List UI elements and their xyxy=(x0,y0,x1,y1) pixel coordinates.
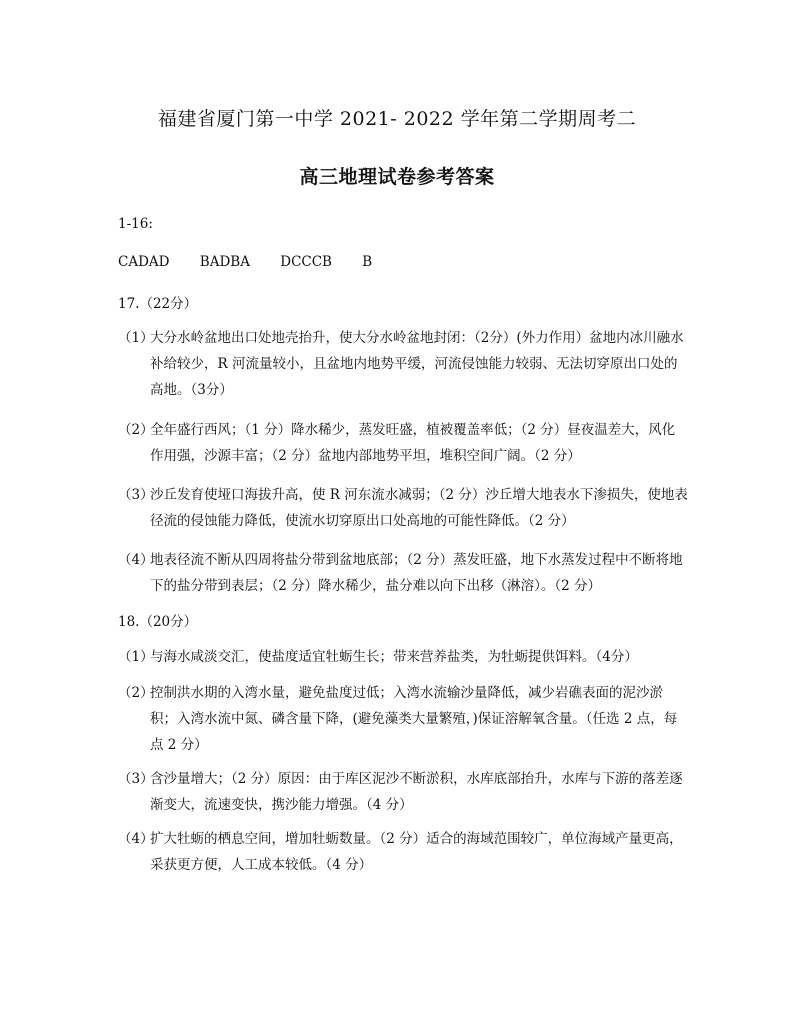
q17-answer-1 xyxy=(118,325,688,403)
item-text: 控制洪水期的入湾水量，避免盐度过低；入湾水流输沙量降低，减少岩礁表面的泥沙淤积；入湾水流中氮、磷含量下降，(避免藻类大量繁殖，)保证溶解氧含量。（任选 2 点，每点 2 分） xyxy=(150,685,678,753)
item-text: 沙丘发育使垭口海拔升高，使 R 河东流水减弱；（2 分）沙丘增大地表水下渗损失，使地表径流的侵蚀能力降低，使流水切穿原出口处高地的可能性降低。（2 分） xyxy=(150,487,688,529)
q18-answer-3 xyxy=(118,766,688,818)
q17-header: 17.（22分） xyxy=(118,296,198,312)
item-text: 地表径流不断从四周将盐分带到盆地底部；（2 分）蒸发旺盛，地下水蒸发过程中不断将地下的盐分带到表层；（2 分）降水稀少，盐分难以向下出移（淋溶）。（2 分） xyxy=(150,552,683,594)
item-number: （3） xyxy=(118,771,154,787)
item-number: （1） xyxy=(118,649,154,665)
document-subtitle: 高三地理试卷参考答案 xyxy=(299,166,495,188)
item-number: （3） xyxy=(118,487,154,503)
item-number: （4） xyxy=(118,552,154,568)
document-title: 福建省厦门第一中学 2021- 2022 学年第二学期周考二 xyxy=(157,108,637,130)
item-number: （2） xyxy=(118,422,154,438)
item-text: 全年盛行西风；（1 分）降水稀少，蒸发旺盛，植被覆盖率低；（2 分）昼夜温差大，风化作用强，沙源丰富；（2 分）盆地内部地势平坦，堆积空间广阔。（2 分） xyxy=(150,422,676,464)
mc-answer-row xyxy=(118,254,398,270)
mc-answer-group: CADAD xyxy=(118,254,170,270)
mc-answer-group: DCCCB xyxy=(280,254,332,270)
q18-answer-4 xyxy=(118,826,688,878)
mc-answer-group: B xyxy=(362,254,373,270)
q18-answer-2 xyxy=(118,680,688,758)
item-text: 扩大牡蛎的栖息空间，增加牡蛎数量。（2 分）适合的海域范围较广，单位海域产量更高，采获更方便，人工成本较低。（4 分） xyxy=(150,831,683,873)
item-number: （1） xyxy=(118,330,154,346)
q18-answer-1 xyxy=(118,644,688,670)
mc-answer-group: BADBA xyxy=(199,254,250,270)
item-text: 与海水咸淡交汇，使盐度适宜牡蛎生长；带来营养盐类，为牡蛎提供饵料。（4分） xyxy=(150,649,638,665)
item-text: 含沙量增大；（2 分）原因：由于库区泥沙不断淤积，水库底部抬升，水库与下游的落差逐渐变大，流速变快，携沙能力增强。（4 分） xyxy=(150,771,683,813)
item-number: （2） xyxy=(118,685,154,701)
q17-answer-2 xyxy=(118,417,688,469)
q17-answer-4 xyxy=(118,547,688,599)
item-number: （4） xyxy=(118,831,154,847)
q18-header: 18.（20分） xyxy=(118,614,198,630)
mc-range-label: 1-16: xyxy=(118,216,153,232)
q17-answer-3 xyxy=(118,482,688,534)
item-text: 大分水岭盆地出口处地壳抬升，使大分水岭盆地封闭：（2分）(外力作用）盆地内冰川融水补给较少，R 河流量较小，且盆地内地势平缓，河流侵蚀能力较弱、无法切穿原出口处的高地。（3分） xyxy=(150,330,684,398)
